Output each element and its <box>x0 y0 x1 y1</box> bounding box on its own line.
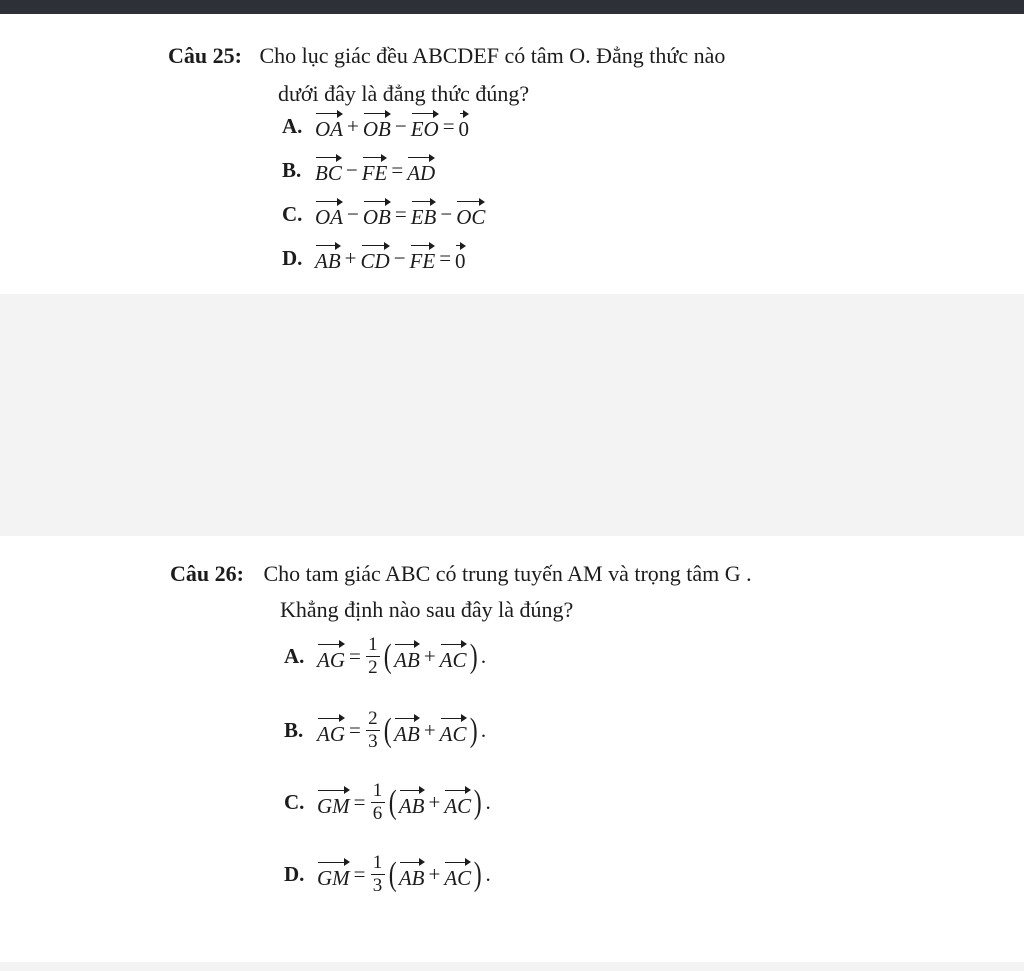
vector-term: OC <box>456 198 485 230</box>
vector-term: AB <box>399 859 425 891</box>
vector-term: GM <box>317 787 350 819</box>
question-26-text-1: Cho tam giác ABC có trung tuyến AM và trọng tâm G . <box>263 561 752 586</box>
fraction-denominator: 3 <box>368 731 378 752</box>
option-expression <box>316 708 486 753</box>
operator: + <box>347 113 359 138</box>
question-25-line-2: dưới đây là đẳng thức đúng? <box>278 81 530 106</box>
operator: = <box>394 201 407 226</box>
fraction-denominator: 6 <box>372 803 383 824</box>
right-paren: ) <box>473 783 482 821</box>
equals-sign: = <box>353 862 366 886</box>
option-expression <box>314 110 470 142</box>
vector-term: AB <box>315 242 341 274</box>
vector-term: OA <box>315 110 343 142</box>
operator: + <box>428 862 441 886</box>
fraction-numerator: 2 <box>368 708 378 729</box>
period: . <box>485 862 491 886</box>
fraction <box>371 780 385 825</box>
question-26-option-d[interactable] <box>284 852 491 897</box>
option-expression <box>316 852 491 897</box>
vector-term: AB <box>394 715 420 747</box>
vector-term: EO <box>411 110 439 142</box>
left-paren: ( <box>383 711 392 749</box>
vector-term: OA <box>315 198 343 230</box>
question-25-text-1: Cho lục giác đều ABCDEF có tâm O. Đẳng thức nào <box>259 43 726 68</box>
operator: + <box>344 245 357 270</box>
operator: − <box>393 245 406 270</box>
left-paren: ( <box>383 637 392 675</box>
vector-term: AC <box>440 715 467 747</box>
vector-term: AB <box>394 641 420 673</box>
question-26-option-a[interactable] <box>284 634 486 679</box>
vector-term: AB <box>399 787 425 819</box>
option-label: B. <box>284 718 304 742</box>
operator: = <box>391 157 404 182</box>
equals-sign: = <box>349 644 361 668</box>
vector-term: FE <box>362 154 388 186</box>
vector-term: AG <box>317 641 345 673</box>
question-25-option-a[interactable] <box>282 110 470 142</box>
fraction <box>366 634 380 679</box>
fraction-numerator: 1 <box>372 852 383 873</box>
option-label: D. <box>284 862 305 886</box>
question-25-option-b[interactable] <box>282 154 436 186</box>
equals-sign: = <box>349 718 361 742</box>
vector-term: EB <box>411 198 437 230</box>
fraction-numerator: 1 <box>372 780 383 801</box>
fraction <box>366 708 380 753</box>
fraction-denominator: 3 <box>372 875 383 896</box>
operator: + <box>423 644 436 668</box>
operator: = <box>442 113 455 138</box>
option-expression <box>314 154 436 186</box>
operator: + <box>423 718 436 742</box>
option-expression <box>316 634 486 679</box>
question-26-panel <box>0 536 1024 962</box>
operator: − <box>440 201 453 226</box>
option-label: B. <box>282 157 302 182</box>
question-25-number: Câu 25: <box>168 43 242 68</box>
vector-term: AC <box>444 859 471 891</box>
question-26-option-c[interactable] <box>284 780 491 825</box>
fraction-numerator: 1 <box>368 634 378 655</box>
period: . <box>480 718 487 742</box>
question-26-line-2: Khẳng định nào sau đây là đúng? <box>280 597 574 622</box>
vector-term: AG <box>317 715 345 747</box>
right-paren: ) <box>473 855 482 893</box>
option-label: D. <box>282 245 303 270</box>
option-expression <box>316 780 491 825</box>
option-label: C. <box>282 201 303 226</box>
vector-term: AC <box>440 641 467 673</box>
operator: − <box>345 157 358 182</box>
vector-term: OB <box>363 198 391 230</box>
vector-term: GM <box>317 859 350 891</box>
operator: + <box>428 790 441 814</box>
fraction <box>371 852 385 897</box>
period: . <box>480 644 487 668</box>
top-bar <box>0 0 1024 14</box>
left-paren: ( <box>388 783 397 821</box>
right-paren: ) <box>469 637 478 675</box>
question-25-option-d[interactable] <box>282 242 467 274</box>
vector-term: BC <box>315 154 342 186</box>
operator: − <box>394 113 407 138</box>
option-label: A. <box>284 644 305 668</box>
vector-term: AD <box>407 154 435 186</box>
option-label: A. <box>282 113 303 138</box>
question-26-line-1 <box>170 560 752 588</box>
zero-vector: 0 <box>455 242 466 274</box>
option-expression <box>314 198 486 230</box>
vector-term: AC <box>444 787 471 819</box>
vector-term: FE <box>410 242 436 274</box>
right-paren: ) <box>469 711 478 749</box>
fraction-denominator: 2 <box>368 657 378 678</box>
question-25-line-1 <box>168 42 725 70</box>
question-26-number: Câu 26: <box>170 561 244 586</box>
option-expression <box>314 242 467 274</box>
question-25-panel <box>0 14 1024 294</box>
operator: = <box>439 245 452 270</box>
period: . <box>485 790 491 814</box>
left-paren: ( <box>388 855 397 893</box>
vector-term: CD <box>361 242 390 274</box>
question-25-option-c[interactable] <box>282 198 486 230</box>
zero-vector: 0 <box>459 110 470 142</box>
operator: − <box>347 201 359 226</box>
vector-term: OB <box>363 110 391 142</box>
equals-sign: = <box>353 790 366 814</box>
question-26-option-b[interactable] <box>284 708 486 753</box>
option-label: C. <box>284 790 305 814</box>
